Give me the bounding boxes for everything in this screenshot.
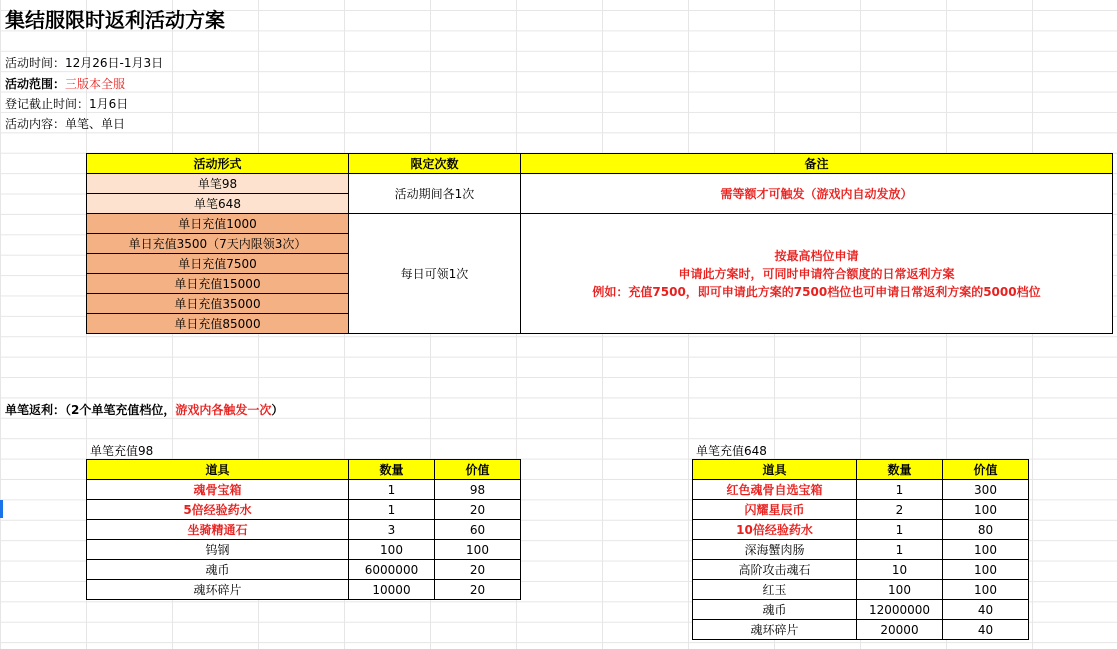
single-rebate-note-open: （2个单笔充值档位， xyxy=(65,403,176,417)
value-cell: 20 xyxy=(435,500,521,520)
activity-scope xyxy=(5,75,125,92)
value-cell: 100 xyxy=(435,540,521,560)
qty-cell: 10 xyxy=(857,560,943,580)
table648-header xyxy=(693,460,1029,480)
deadline xyxy=(5,95,128,112)
value-cell: 100 xyxy=(943,500,1029,520)
note-cell xyxy=(521,214,1113,334)
value-cell: 20 xyxy=(435,560,521,580)
header-value: 价值 xyxy=(435,460,521,480)
activity-scope-label: 活动范围： xyxy=(5,77,66,91)
item-cell: 魂环碎片 xyxy=(87,580,349,600)
qty-cell: 1 xyxy=(857,520,943,540)
table-row xyxy=(693,560,1029,580)
qty-cell: 20000 xyxy=(857,620,943,640)
value-cell: 60 xyxy=(435,520,521,540)
form-cell: 单日充值3500（7天内限领3次） xyxy=(87,234,349,254)
activity-time xyxy=(5,54,163,71)
table-row xyxy=(87,520,521,540)
table-row xyxy=(87,174,1113,194)
table-row xyxy=(693,580,1029,600)
note-line: 例如：充值7500，即可申请此方案的7500档位也可申请日常返利方案的5000档位 xyxy=(592,284,1041,299)
activity-content-value: 单笔、单日 xyxy=(65,117,126,131)
deadline-label: 登记截止时间： xyxy=(5,97,90,111)
table-row xyxy=(87,500,521,520)
qty-cell: 1 xyxy=(349,500,435,520)
form-cell: 单日充值15000 xyxy=(87,274,349,294)
table98 xyxy=(86,459,521,600)
value-cell: 100 xyxy=(943,540,1029,560)
table-row xyxy=(693,620,1029,640)
activity-content xyxy=(5,115,125,132)
form-cell: 单日充值1000 xyxy=(87,214,349,234)
table648 xyxy=(692,459,1029,640)
limit-cell: 活动期间各1次 xyxy=(349,174,521,214)
qty-cell: 100 xyxy=(857,580,943,600)
qty-cell: 1 xyxy=(857,540,943,560)
form-cell: 单日充值7500 xyxy=(87,254,349,274)
qty-cell: 10000 xyxy=(349,580,435,600)
item-cell: 闪耀星辰币 xyxy=(693,500,857,520)
value-cell: 300 xyxy=(943,480,1029,500)
header-item: 道具 xyxy=(693,460,857,480)
activity-scope-value: 三版本全服 xyxy=(65,77,126,91)
item-cell: 高阶攻击魂石 xyxy=(693,560,857,580)
item-cell: 魂币 xyxy=(693,600,857,620)
page-title: 集结服限时返利活动方案 xyxy=(5,8,225,32)
qty-cell: 6000000 xyxy=(349,560,435,580)
table-row xyxy=(87,580,521,600)
value-cell: 40 xyxy=(943,600,1029,620)
value-cell: 100 xyxy=(943,580,1029,600)
single-rebate-heading xyxy=(5,401,283,418)
table-row xyxy=(87,214,1113,234)
qty-cell: 12000000 xyxy=(857,600,943,620)
value-cell: 80 xyxy=(943,520,1029,540)
single-rebate-note-highlight: 游戏内各触发一次 xyxy=(175,403,272,417)
form-cell: 单日充值35000 xyxy=(87,294,349,314)
qty-cell: 100 xyxy=(349,540,435,560)
item-cell: 5倍经验药水 xyxy=(87,500,349,520)
item-cell: 魂骨宝箱 xyxy=(87,480,349,500)
header-value: 价值 xyxy=(943,460,1029,480)
table98-caption: 单笔充值98 xyxy=(90,444,154,458)
header-activity-form: 活动形式 xyxy=(87,154,349,174)
table-row xyxy=(693,540,1029,560)
item-cell: 魂环碎片 xyxy=(693,620,857,640)
note-cell: 需等额才可触发（游戏内自动发放） xyxy=(521,174,1113,214)
item-cell: 钨钢 xyxy=(87,540,349,560)
item-cell: 坐骑精通石 xyxy=(87,520,349,540)
table98-header xyxy=(87,460,521,480)
item-cell: 红色魂骨自选宝箱 xyxy=(693,480,857,500)
table-row xyxy=(87,540,521,560)
activity-time-label: 活动时间： xyxy=(5,56,66,70)
form-cell: 单笔648 xyxy=(87,194,349,214)
form-cell: 单笔98 xyxy=(87,174,349,194)
table-row xyxy=(693,600,1029,620)
value-cell: 20 xyxy=(435,580,521,600)
main-table-header xyxy=(87,154,1113,174)
item-cell: 深海蟹肉肠 xyxy=(693,540,857,560)
qty-cell: 3 xyxy=(349,520,435,540)
header-limit-count: 限定次数 xyxy=(349,154,521,174)
single-rebate-note-close: ） xyxy=(271,403,284,417)
item-cell: 10倍经验药水 xyxy=(693,520,857,540)
value-cell: 98 xyxy=(435,480,521,500)
row-selection-marker[interactable] xyxy=(0,500,3,518)
limit-cell: 每日可领1次 xyxy=(349,214,521,334)
table-row xyxy=(693,480,1029,500)
item-cell: 魂币 xyxy=(87,560,349,580)
value-cell: 40 xyxy=(943,620,1029,640)
form-cell: 单日充值85000 xyxy=(87,314,349,334)
note-line: 申请此方案时，可同时申请符合额度的日常返利方案 xyxy=(678,266,955,281)
single-rebate-label: 单笔返利： xyxy=(5,403,66,417)
header-quantity: 数量 xyxy=(349,460,435,480)
activity-time-value: 12月26日-1月3日 xyxy=(65,56,164,70)
value-cell: 100 xyxy=(943,560,1029,580)
activity-main-table xyxy=(86,153,1113,334)
header-quantity: 数量 xyxy=(857,460,943,480)
table-row xyxy=(87,560,521,580)
activity-content-label: 活动内容： xyxy=(5,117,66,131)
note-line: 按最高档位申请 xyxy=(774,248,859,263)
table-row xyxy=(693,500,1029,520)
table648-caption: 单笔充值648 xyxy=(696,444,767,458)
header-item: 道具 xyxy=(87,460,349,480)
qty-cell: 1 xyxy=(349,480,435,500)
item-cell: 红玉 xyxy=(693,580,857,600)
qty-cell: 1 xyxy=(857,480,943,500)
table-row xyxy=(87,480,521,500)
deadline-value: 1月6日 xyxy=(89,97,129,111)
qty-cell: 2 xyxy=(857,500,943,520)
header-remarks: 备注 xyxy=(521,154,1113,174)
table-row xyxy=(693,520,1029,540)
